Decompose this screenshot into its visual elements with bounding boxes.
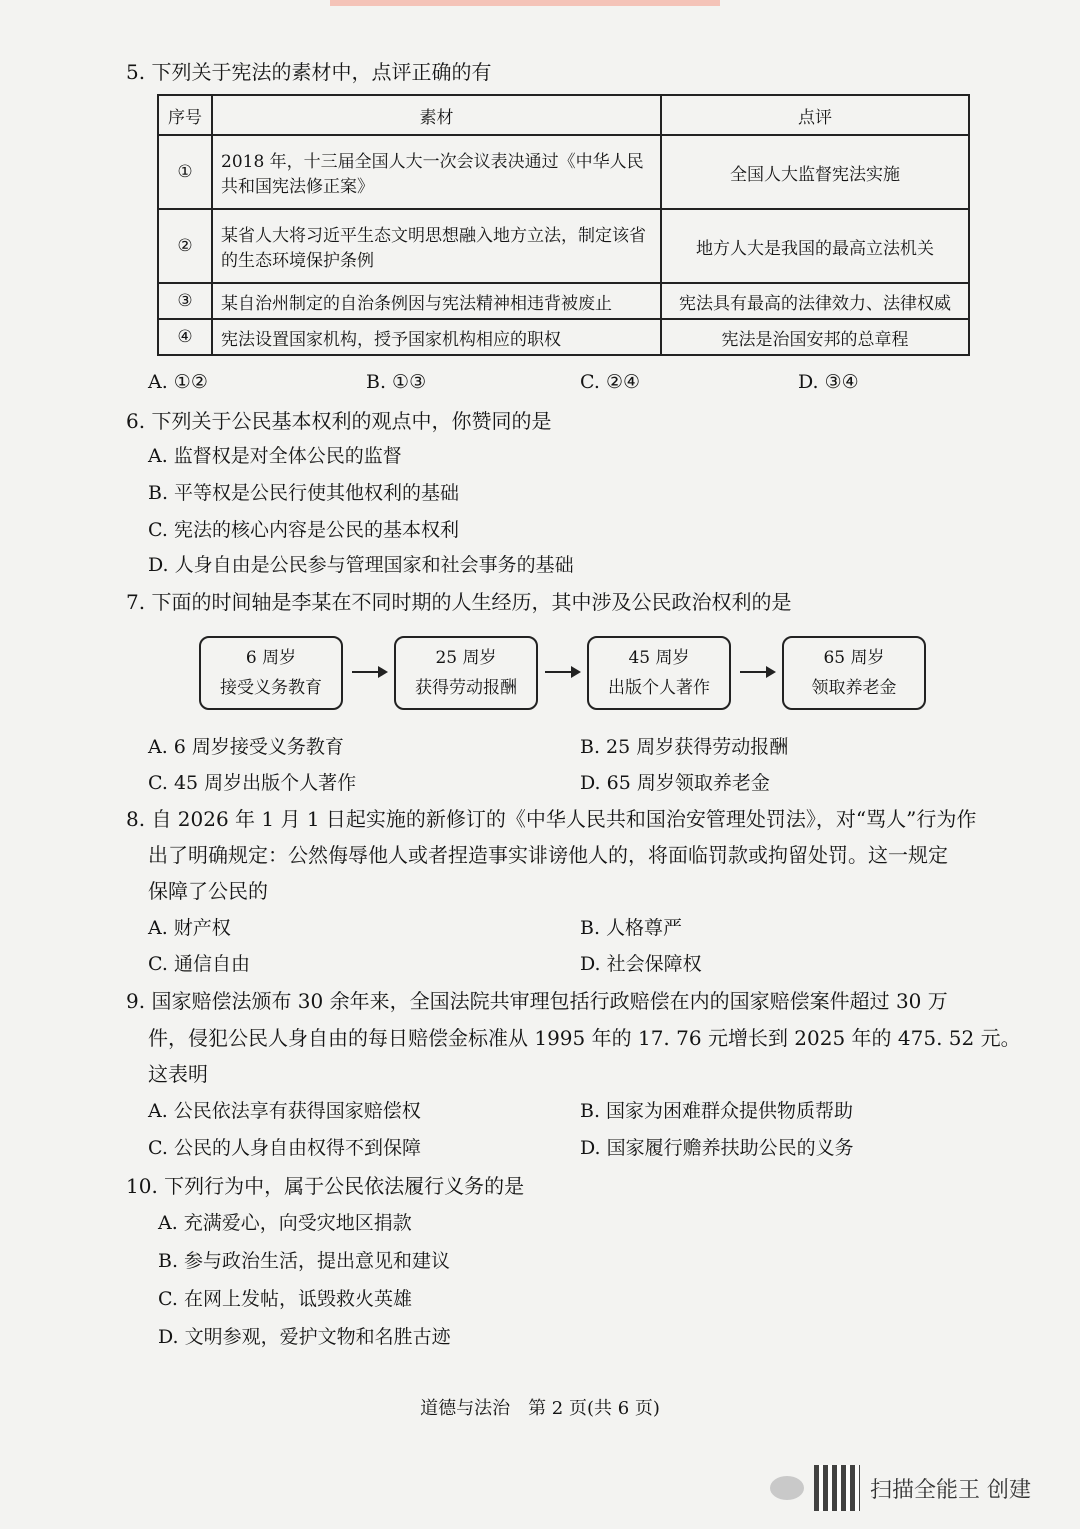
question-6-stem: 6. 下列关于公民基本权利的观点中，你赞同的是 — [126, 409, 552, 433]
q8-option-a[interactable]: A. 财产权 — [148, 917, 231, 939]
timeline-event: 获得劳动报酬 — [415, 678, 517, 698]
timeline-arrow — [740, 671, 774, 673]
wechat-logo-icon — [770, 1476, 804, 1500]
question-8-stem-line3: 保障了公民的 — [148, 879, 268, 903]
q9-option-b[interactable]: B. 国家为困难群众提供物质帮助 — [580, 1100, 854, 1122]
timeline-box — [587, 636, 731, 710]
row-number: ② — [158, 209, 212, 283]
question-9-stem-line2: 件，侵犯公民人身自由的每日赔偿金标准从 1995 年的 17. 76 元增长到 2025 年的 475. 52 元。 — [148, 1026, 1021, 1050]
q6-option-b[interactable]: B. 平等权是公民行使其他权利的基础 — [148, 482, 460, 504]
row-number: ③ — [158, 283, 212, 319]
question-8-stem-line2: 出了明确规定：公然侮辱他人或者捏造事实诽谤他人的，将面临罚款或拘留处罚。这一规定 — [148, 843, 948, 867]
question-5-stem: 5. 下列关于宪法的素材中，点评正确的有 — [126, 60, 492, 84]
q9-option-d[interactable]: D. 国家履行赡养扶助公民的义务 — [580, 1137, 854, 1159]
row-comment: 地方人大是我国的最高立法机关 — [661, 209, 969, 283]
q8-option-b[interactable]: B. 人格尊严 — [580, 917, 683, 939]
row-comment: 宪法具有最高的法律效力、法律权威 — [661, 283, 969, 319]
timeline-age: 25 周岁 — [435, 648, 497, 668]
timeline-event: 领取养老金 — [811, 678, 897, 698]
question-7-stem: 7. 下面的时间轴是李某在不同时期的人生经历，其中涉及公民政治权利的是 — [126, 590, 792, 614]
timeline-box — [199, 636, 343, 710]
q9-option-a[interactable]: A. 公民依法享有获得国家赔偿权 — [148, 1100, 421, 1122]
timeline-arrow — [545, 671, 579, 673]
question-8-stem-line1: 8. 自 2026 年 1 月 1 日起实施的新修订的《中华人民共和国治安管理处罚法》，对“骂人”行为作 — [126, 807, 977, 831]
timeline-box — [782, 636, 926, 710]
question-9-stem-line3: 这表明 — [148, 1062, 208, 1086]
row-material: 某省人大将习近平生态文明思想融入地方立法，制定该省的生态环境保护条例 — [212, 209, 661, 283]
q10-option-c[interactable]: C. 在网上发帖，诋毁救火英雄 — [158, 1288, 412, 1310]
q5-option-c[interactable]: C. ②④ — [580, 371, 641, 393]
timeline-age: 65 周岁 — [823, 648, 885, 668]
q10-option-d[interactable]: D. 文明参观，爱护文物和名胜古迹 — [158, 1326, 451, 1348]
q5-option-d[interactable]: D. ③④ — [798, 371, 859, 393]
q6-option-c[interactable]: C. 宪法的核心内容是公民的基本权利 — [148, 519, 459, 541]
header-comment: 点评 — [661, 95, 969, 135]
question-10-stem: 10. 下列行为中，属于公民依法履行义务的是 — [126, 1174, 525, 1198]
row-material: 宪法设置国家机构，授予国家机构相应的职权 — [212, 319, 661, 355]
q8-option-c[interactable]: C. 通信自由 — [148, 953, 250, 975]
q6-option-a[interactable]: A. 监督权是对全体公民的监督 — [148, 445, 402, 467]
page-footer: 道德与法治 第 2 页(共 6 页) — [420, 1398, 660, 1419]
q7-option-c[interactable]: C. 45 周岁出版个人著作 — [148, 772, 357, 794]
table-row — [158, 135, 969, 209]
row-comment: 宪法是治国安邦的总章程 — [661, 319, 969, 355]
q7-option-b[interactable]: B. 25 周岁获得劳动报酬 — [580, 736, 789, 758]
row-number: ④ — [158, 319, 212, 355]
timeline-box — [394, 636, 538, 710]
q9-option-c[interactable]: C. 公民的人身自由权得不到保障 — [148, 1137, 421, 1159]
row-material: 某自治州制定的自治条例因与宪法精神相违背被废止 — [212, 283, 661, 319]
q10-option-a[interactable]: A. 充满爱心，向受灾地区捐款 — [158, 1212, 412, 1234]
scanner-watermark — [770, 1463, 1031, 1513]
timeline-event: 出版个人著作 — [608, 678, 710, 698]
q6-option-d[interactable]: D. 人身自由是公民参与管理国家和社会事务的基础 — [148, 554, 574, 576]
row-number: ① — [158, 135, 212, 209]
q7-option-a[interactable]: A. 6 周岁接受义务教育 — [148, 736, 344, 758]
q10-option-b[interactable]: B. 参与政治生活，提出意见和建议 — [158, 1250, 451, 1272]
timeline-event: 接受义务教育 — [220, 678, 322, 698]
timeline-arrow — [352, 671, 386, 673]
question-5-table — [157, 94, 970, 356]
table-row — [158, 283, 969, 319]
timeline-age: 45 周岁 — [628, 648, 690, 668]
qr-code-icon — [814, 1465, 860, 1511]
q5-option-b[interactable]: B. ①③ — [366, 371, 427, 393]
table-header-row — [158, 95, 969, 135]
table-row — [158, 319, 969, 355]
question-9-stem-line1: 9. 国家赔偿法颁布 30 余年来，全国法院共审理包括行政赔偿在内的国家赔偿案件超过 30 万 — [126, 989, 948, 1013]
q8-option-d[interactable]: D. 社会保障权 — [580, 953, 702, 975]
q5-option-a[interactable]: A. ①② — [148, 371, 208, 393]
row-comment: 全国人大监督宪法实施 — [661, 135, 969, 209]
table-row — [158, 209, 969, 283]
timeline-age: 6 周岁 — [245, 648, 297, 668]
header-number: 序号 — [158, 95, 212, 135]
top-edge-strip — [330, 0, 720, 6]
watermark-text: 扫描全能王 创建 — [870, 1477, 1031, 1503]
row-material: 2018 年，十三届全国人大一次会议表决通过《中华人民共和国宪法修正案》 — [212, 135, 661, 209]
header-material: 素材 — [212, 95, 661, 135]
q7-option-d[interactable]: D. 65 周岁领取养老金 — [580, 772, 770, 794]
